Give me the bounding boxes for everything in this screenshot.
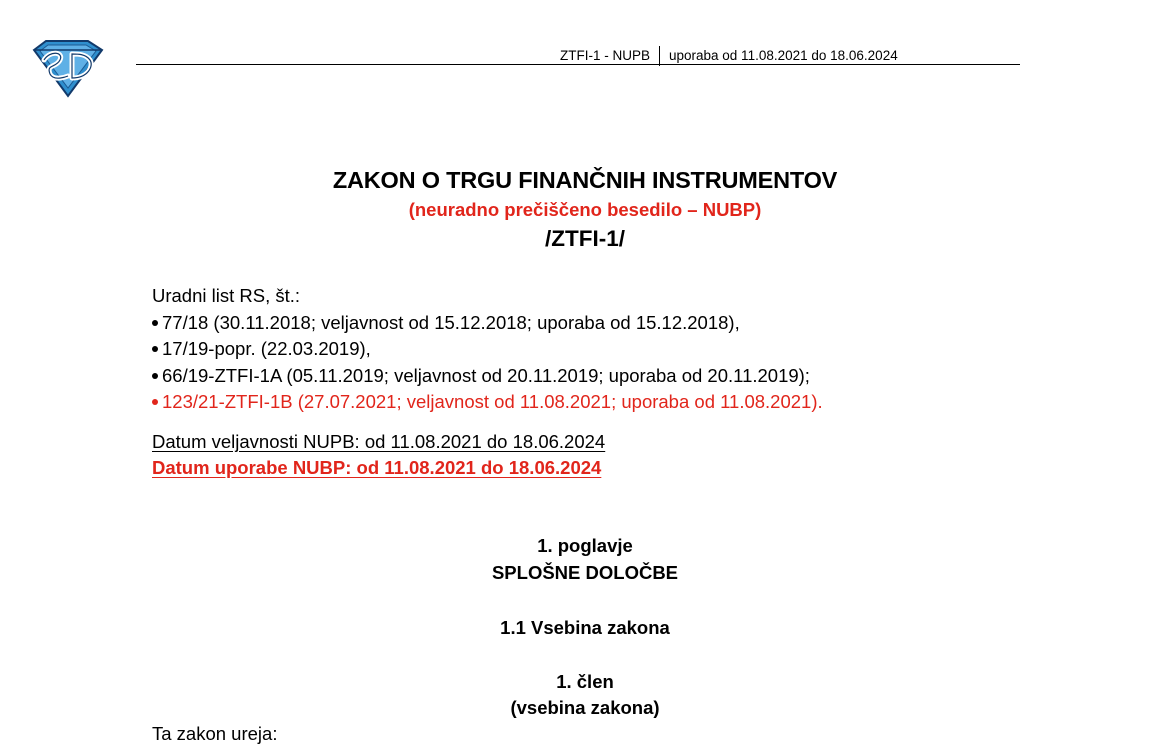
gazette-label: Uradni list RS, št.: <box>152 285 301 306</box>
gazette-item-text: 77/18 (30.11.2018; veljavnost od 15.12.2018; uporaba od 15.12.2018), <box>162 311 740 333</box>
validity-date: Datum veljavnosti NUPB: od 11.08.2021 do 18.06.2024 <box>152 431 606 452</box>
gazette-item <box>152 336 823 363</box>
header-doc-code: ZTFI-1 - NUPB <box>560 47 650 63</box>
header-rule <box>136 64 1020 65</box>
chapter-title: SPLOŠNE DOLOČBE <box>491 562 679 583</box>
bullet-icon <box>152 346 158 352</box>
header-usage: uporaba od 11.08.2021 do 18.06.2024 <box>669 47 898 63</box>
document-title: ZAKON O TRGU FINANČNIH INSTRUMENTOV <box>332 167 838 193</box>
bullet-icon <box>152 320 158 326</box>
header-separator <box>659 46 660 66</box>
diamond-logo-icon <box>28 38 106 100</box>
article-title: (vsebina zakona) <box>510 697 660 718</box>
gazette-list <box>152 283 823 416</box>
bullet-icon <box>152 399 158 405</box>
bullet-icon <box>152 373 158 379</box>
document-abbreviation: /ZTFI-1/ <box>545 226 625 251</box>
document-subtitle: (neuradno prečiščeno besedilo – NUBP) <box>408 199 762 220</box>
section-title: 1.1 Vsebina zakona <box>500 617 670 638</box>
gazette-item <box>152 310 823 337</box>
body-first-line: Ta zakon ureja: <box>152 723 278 744</box>
gazette-item-text: 17/19-popr. (22.03.2019), <box>162 338 371 359</box>
chapter-number: 1. poglavje <box>537 535 633 556</box>
usage-date: Datum uporabe NUBP: od 11.08.2021 do 18.06.2024 <box>152 457 602 478</box>
gazette-item-text: 66/19-ZTFI-1A (05.11.2019; veljavnost od 20.11.2019; uporaba od 20.11.2019); <box>162 364 810 386</box>
gazette-item <box>152 363 823 390</box>
gazette-item-text: 123/21-ZTFI-1B (27.07.2021; veljavnost od 11.08.2021; uporaba od 11.08.2021). <box>162 391 823 412</box>
validity-dates <box>152 429 605 481</box>
article-number: 1. člen <box>556 671 614 692</box>
gazette-item-highlighted <box>152 389 823 416</box>
running-header <box>560 45 898 65</box>
